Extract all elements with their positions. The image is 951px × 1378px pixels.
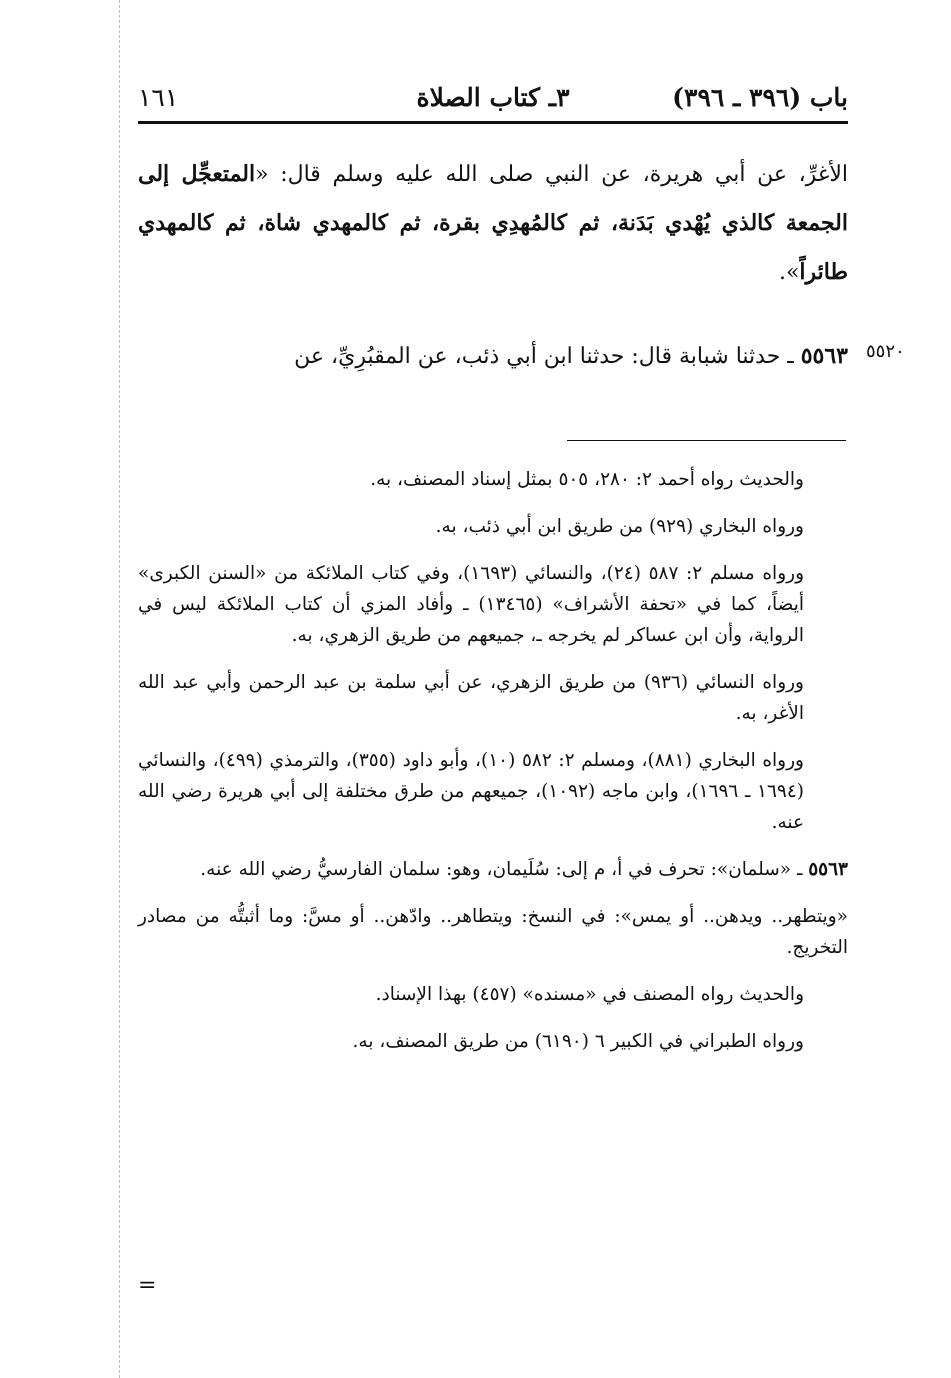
note-text: ـ «سلمان»: تحرف في أ، م إلى: سُلَيمان، وهو: سلمان الفارسيُّ رضي الله عنه. <box>200 859 809 880</box>
footnote-variant: «ويتطهر.. ويدهن.. أو يمس»: في النسخ: ويتطاهر.. وادّهن.. أو مسَّ: وما أثبتُّه من مصادر التخريج. <box>138 906 848 958</box>
footnote-source: والحديث رواه المصنف في «مسنده» (٤٥٧) بهذا الإسناد. <box>375 984 804 1005</box>
header-divider <box>138 121 848 124</box>
footnotes <box>138 464 848 1073</box>
footnote: ورواه البخاري (٨٨١)، ومسلم ٢: ٥٨٢ (١٠)، وأبو داود (٣٥٥)، والترمذي (٤٩٩)، والنسائي (١٦٩٤ ـ ١٦٩٦)، وابن ماجه (١٠٩٢)، جميعهم من طرق مختلفة إلى أبي هريرة رضي الله عنه. <box>138 750 804 833</box>
footnote-source: ورواه الطبراني في الكبير ٦ (٦١٩٠) من طريق المصنف، به. <box>352 1031 804 1052</box>
book-title: ٣ـ كتاب الصلاة <box>416 83 570 112</box>
footnote: ورواه مسلم ٢: ٥٨٧ (٢٤)، والنسائي (١٦٩٣)، وفي كتاب الملائكة من «السنن الكبرى» أيضاً، كما في «تحفة الأشراف» (١٣٤٦٥) ـ وأفاد المزي أن كتاب الملائكة ليس في الرواية، وأن ابن عساكر لم يخرجه ـ، جميعهم من طريق الزهري، به. <box>138 563 805 646</box>
main-text-end: ». <box>778 260 800 285</box>
note-number: ٥٥٦٣ <box>808 859 848 880</box>
footnote-divider <box>567 440 846 441</box>
footnote: والحديث رواه أحمد ٢: ٢٨٠، ٥٠٥ بمثل إسناد المصنف، به. <box>370 469 804 490</box>
side-reference-number: ٥٥٢٠ <box>866 341 905 362</box>
hadith-quote: المتعجِّل إلى الجمعة كالذي يُهْدي بَدَنة، ثم كالمُهدِي بقرة، ثم كالمهدي شاة، ثم كالمهدي طائراً <box>138 161 848 285</box>
hadith-text: ـ حدثنا شبابة قال: حدثنا ابن أبي ذئب، عن المقبُرِيِّ، عن <box>294 344 801 369</box>
page-number: ١٦١ <box>138 83 179 112</box>
main-text-intro: الأغرِّ، عن أبي هريرة، عن النبي صلى الله عليه وسلم قال: « <box>255 162 848 187</box>
main-text <box>138 150 848 297</box>
margin-guide-line <box>119 0 120 1378</box>
continuation-mark: = <box>138 1273 157 1298</box>
hadith-entry <box>138 332 848 381</box>
footnote: ورواه البخاري (٩٢٩) من طريق ابن أبي ذئب، به. <box>435 516 804 537</box>
hadith-number: ٥٥٦٣ <box>800 343 848 369</box>
page-header <box>138 83 848 121</box>
chapter-title: باب (٣٩٦ ـ ٣٩٦) <box>672 83 848 112</box>
footnote-5563 <box>138 854 848 885</box>
footnote: ورواه النسائي (٩٣٦) من طريق الزهري، عن أبي سلمة بن عبد الرحمن وأبي عبد الله الأغر، به. <box>138 672 804 724</box>
